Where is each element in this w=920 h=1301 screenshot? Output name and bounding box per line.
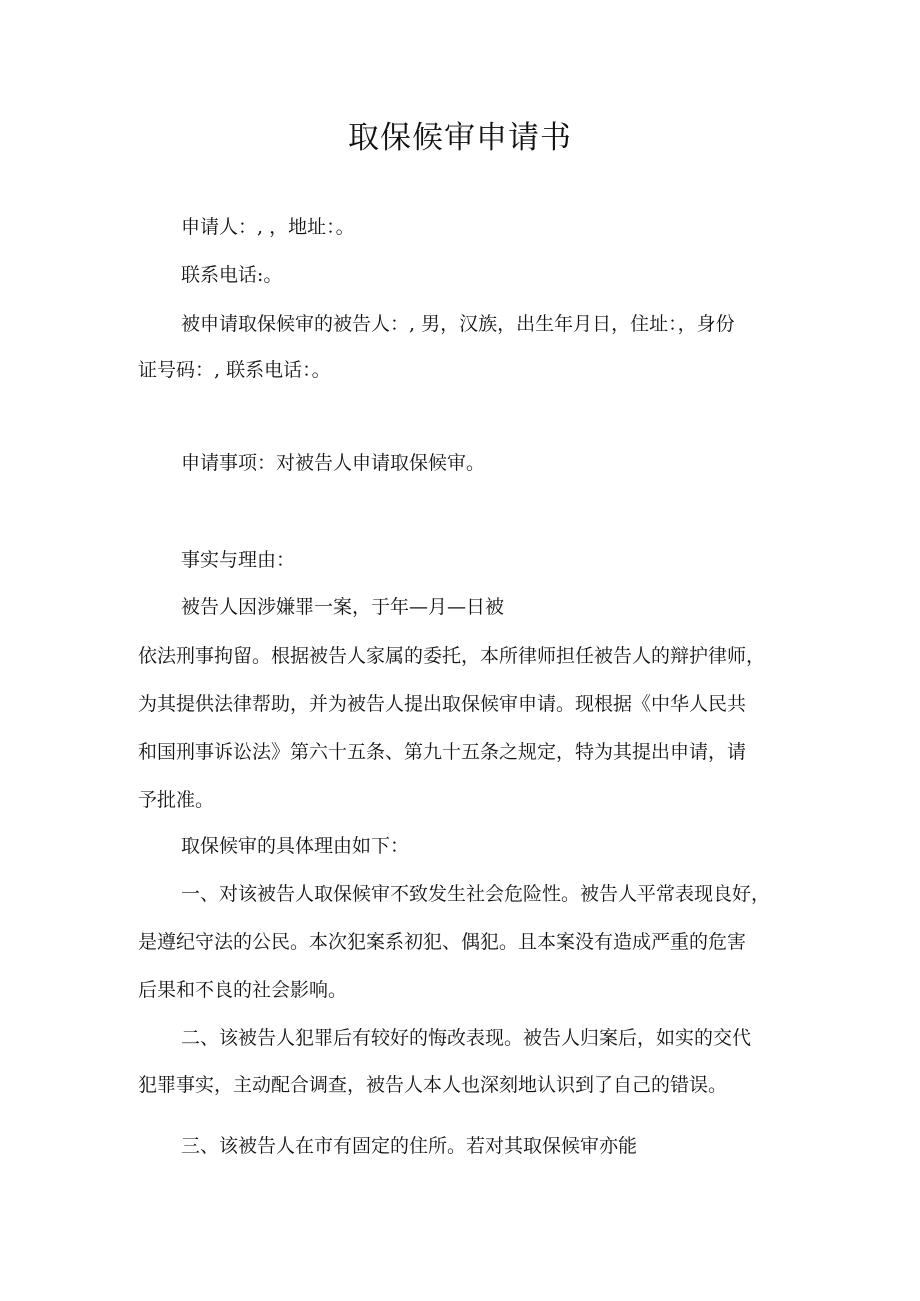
document-title: 取保候审申请书 bbox=[348, 120, 572, 156]
applicant-line: 申请人：, ，地址：。 bbox=[181, 216, 355, 238]
reason2-line: 二、该被告人犯罪后有较好的悔改表现。被告人归案后，如实的交代 bbox=[181, 1027, 752, 1049]
reason2-line: 犯罪事实，主动配合调查，被告人本人也深刻地认识到了自己的错误。 bbox=[138, 1074, 728, 1096]
reason1-line: 是遵纪守法的公民。本次犯案系初犯、偶犯。且本案没有造成严重的危害 bbox=[138, 931, 747, 953]
reason3-line: 三、该被告人在市有固定的住所。若对其取保候审亦能 bbox=[181, 1135, 638, 1157]
reasons-intro: 取保候审的具体理由如下： bbox=[181, 835, 410, 857]
facts-line: 为其提供法律帮助，并为被告人提出取保候审申请。现根据《中华人民共 bbox=[138, 693, 747, 715]
facts-line: 依法刑事拘留。根据被告人家属的委托，本所律师担任被告人的辩护律师， bbox=[138, 645, 766, 667]
defendant-line-2: 证号码：, 联系电话：。 bbox=[138, 359, 331, 381]
request-item-line: 申请事项：对被告人申请取保候审。 bbox=[181, 452, 486, 474]
facts-line: 和国刑事诉讼法》第六十五条、第九十五条之规定，特为其提出申请，请 bbox=[138, 741, 747, 763]
facts-line: 予批准。 bbox=[138, 789, 215, 811]
reason1-line: 一、对该被告人取保候审不致发生社会危险性。被告人平常表现良好， bbox=[181, 883, 771, 905]
applicant-phone-line: 联系电话:。 bbox=[181, 264, 283, 286]
facts-line: 被告人因涉嫌罪一案，于年—月—日被 bbox=[181, 596, 505, 618]
facts-heading: 事实与理由： bbox=[181, 549, 296, 571]
reason1-line: 后果和不良的社会影响。 bbox=[138, 979, 348, 1001]
defendant-line-1: 被申请取保候审的被告人：, 男，汉族，出生年月日，住址：，身份 bbox=[181, 313, 735, 335]
